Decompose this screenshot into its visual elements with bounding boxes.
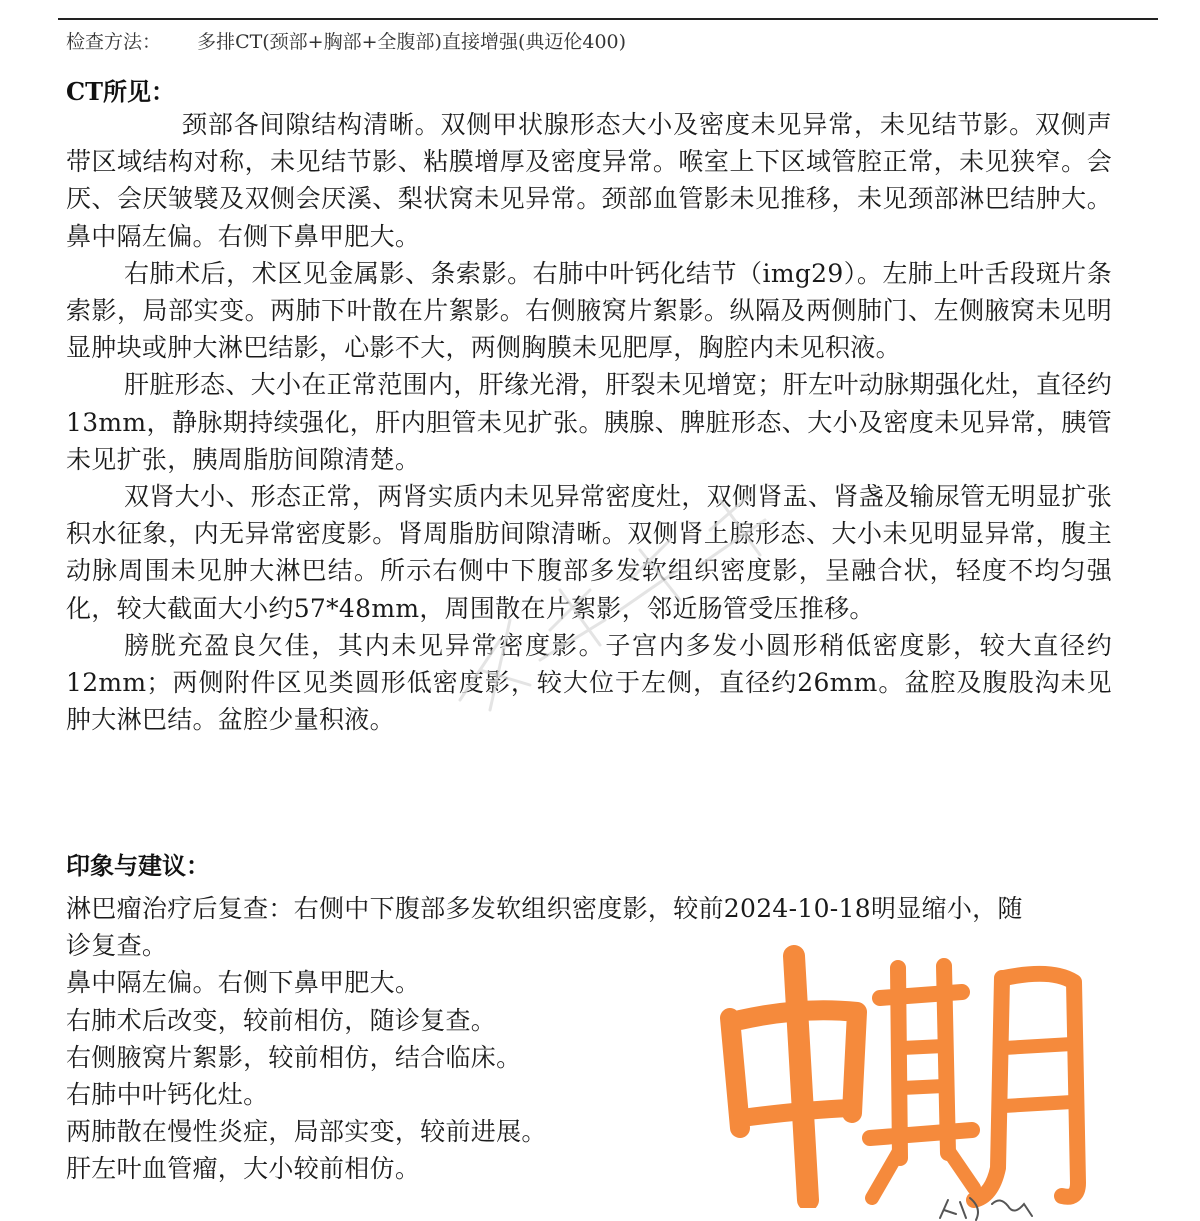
- findings-paragraph-pelvis: 膀胱充盈良欠佳，其内未见异常密度影。子宫内多发小圆形稍低密度影，较大直径约12mm；两侧附件区见类圆形低密度影，较大位于左侧，直径约26mm。盆腔及腹股沟未见肿大淋巴结。盆腔少量积液。: [66, 630, 1112, 735]
- findings-paragraph-kidney: 双肾大小、形态正常，两肾实质内未见异常密度灶，双侧肾盂、肾盏及输尿管无明显扩张积水征象，内无异常密度影。肾周脂肪间隙清晰。双侧肾上腺形态、大小未见明显异常，腹主动脉周围未见肿大淋巴结。所示右侧中下腹部多发软组织密度影，呈融合状，轻度不均匀强化，较大截面大小约57*48mm，周围散在片絮影，邻近肠管受压推移。: [66, 482, 1112, 623]
- signature-scribble: [930, 1190, 1050, 1221]
- impression-line: 鼻中隔左偏。右侧下鼻甲肥大。: [66, 968, 421, 998]
- impression-line: 右肺中叶钙化灶。: [66, 1080, 269, 1110]
- exam-method-line: [66, 27, 626, 54]
- impression-body: [66, 890, 1036, 1188]
- ct-findings-heading: CT所见：: [66, 77, 175, 106]
- ct-findings-body: [66, 106, 1112, 738]
- top-divider: [58, 18, 1158, 20]
- findings-paragraph-liver: 肝脏形态、大小在正常范围内，肝缘光滑，肝裂未见增宽；肝左叶动脉期强化灶，直径约13mm，静脉期持续强化，肝内胆管未见扩张。胰腺、脾脏形态、大小及密度未见异常，胰管未见扩张，胰周脂肪间隙清楚。: [66, 370, 1112, 474]
- impression-line: 肝左叶血管瘤，大小较前相仿。: [66, 1154, 421, 1184]
- findings-paragraph-chest: 右肺术后，术区见金属影、条索影。右肺中叶钙化结节（img29）。左肺上叶舌段斑片条索影，局部实变。两肺下叶散在片絮影。右侧腋窝片絮影。纵隔及两侧肺门、左侧腋窝未见明显肿块或肿大淋巴结影，心影不大，两侧胸膜未见肥厚，胸腔内未见积液。: [66, 258, 1112, 363]
- impression-line: 淋巴瘤治疗后复查：右侧中下腹部多发软组织密度影，较前2024-10-18明显缩小，随诊复查。: [66, 894, 1023, 961]
- impression-heading: 印象与建议：: [66, 851, 210, 880]
- exam-method-label: 检查方法：: [66, 31, 162, 53]
- impression-line: 右侧腋窝片絮影，较前相仿，结合临床。: [66, 1042, 522, 1072]
- impression-line: 两肺散在慢性炎症，局部实变，较前进展。: [66, 1117, 547, 1147]
- findings-paragraph-neck: 颈部各间隙结构清晰。双侧甲状腺形态大小及密度未见异常，未见结节影。双侧声带区域结构对称，未见结节影、粘膜增厚及密度异常。喉室上下区域管腔正常，未见狭窄。会厌、会厌皱襞及双侧会厌溪、梨状窝未见异常。颈部血管影未见推移，未见颈部淋巴结肿大。鼻中隔左偏。右侧下鼻甲肥大。: [66, 110, 1112, 251]
- exam-method-value: 多排CT(颈部+胸部+全腹部)直接增强(典迈伦400): [197, 31, 627, 53]
- impression-line: 右肺术后改变，较前相仿，随诊复查。: [66, 1005, 497, 1035]
